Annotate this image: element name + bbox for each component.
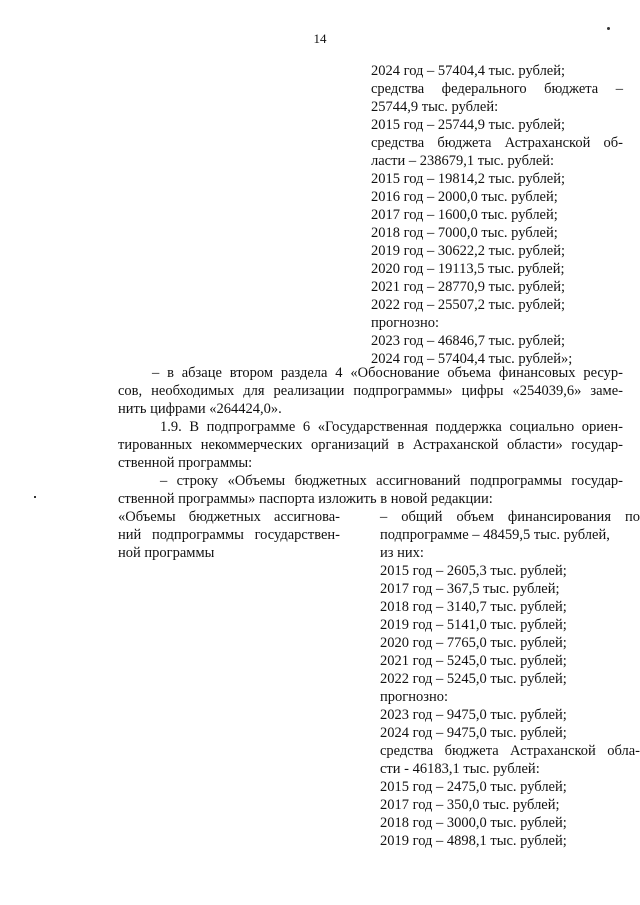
amendment-paragraphs <box>118 364 623 508</box>
text-line: средства федерального бюджета – <box>371 81 623 97</box>
text-line: прогнозно: <box>371 315 439 331</box>
paragraph-line: нить цифрами «264424,0». <box>118 401 282 417</box>
text-line: 2024 год – 57404,4 тыс. рублей»; <box>371 351 573 367</box>
text-line: прогнозно: <box>380 689 448 705</box>
text-line: 2018 год – 3000,0 тыс. рублей; <box>380 815 567 831</box>
paragraph-line: ственной программы: <box>118 455 253 471</box>
text-line: 2018 год – 3140,7 тыс. рублей; <box>380 599 567 615</box>
text-line: – общий объем финансирования по <box>380 509 640 525</box>
text-line: 2021 год – 5245,0 тыс. рублей; <box>380 653 567 669</box>
text-line: 2020 год – 19113,5 тыс. рублей; <box>371 261 565 277</box>
text-line: ласти – 238679,1 тыс. рублей: <box>371 153 555 169</box>
text-line: 2023 год – 9475,0 тыс. рублей; <box>380 707 567 723</box>
text-line: 2017 год – 1600,0 тыс. рублей; <box>371 207 558 223</box>
text-line: из них: <box>380 545 424 561</box>
text-line: 2015 год – 19814,2 тыс. рублей; <box>371 171 566 187</box>
text-line: средства бюджета Астраханской обла- <box>380 743 640 759</box>
text-line: 2017 год – 350,0 тыс. рублей; <box>380 797 560 813</box>
paragraph-line: – в абзаце втором раздела 4 «Обоснование объема финансовых ресур- <box>152 365 623 381</box>
text-line: 2024 год – 9475,0 тыс. рублей; <box>380 725 567 741</box>
text-line: ний подпрограммы государствен- <box>118 527 340 543</box>
text-line: 2022 год – 5245,0 тыс. рублей; <box>380 671 567 687</box>
text-line: сти - 46183,1 тыс. рублей: <box>380 761 540 777</box>
funding-list-continued <box>371 62 623 368</box>
scan-speck <box>34 496 36 498</box>
text-line: 2019 год – 5141,0 тыс. рублей; <box>380 617 567 633</box>
paragraph-line: сов, необходимых для реализации подпрограммы» цифры «254039,6» заме- <box>118 383 623 399</box>
scan-speck <box>607 27 610 30</box>
row-value-cell <box>380 508 640 850</box>
text-line: 2019 год – 30622,2 тыс. рублей; <box>371 243 566 259</box>
paragraph-line: 1.9. В подпрограмме 6 «Государственная поддержка социально ориен- <box>160 419 623 435</box>
text-line: 2020 год – 7765,0 тыс. рублей; <box>380 635 567 651</box>
text-line: 2015 год – 25744,9 тыс. рублей; <box>371 117 566 133</box>
text-line: 25744,9 тыс. рублей: <box>371 99 499 115</box>
paragraph-line: – строку «Объемы бюджетных ассигнований подпрограммы государ- <box>160 473 623 489</box>
text-line: ной программы <box>118 545 215 561</box>
text-line: 2015 год – 2605,3 тыс. рублей; <box>380 563 567 579</box>
text-line: 2019 год – 4898,1 тыс. рублей; <box>380 833 567 849</box>
text-line: 2023 год – 46846,7 тыс. рублей; <box>371 333 566 349</box>
text-line: 2015 год – 2475,0 тыс. рублей; <box>380 779 567 795</box>
paragraph-line: ственной программы» паспорта изложить в новой редакции: <box>118 491 493 507</box>
text-line: подпрограмме – 48459,5 тыс. рублей, <box>380 527 610 543</box>
paragraph-line: тированных некоммерческих организаций в Астраханской области» государ- <box>118 437 623 453</box>
text-line: 2021 год – 28770,9 тыс. рублей; <box>371 279 566 295</box>
text-line: 2016 год – 2000,0 тыс. рублей; <box>371 189 558 205</box>
text-line: 2024 год – 57404,4 тыс. рублей; <box>371 63 566 79</box>
page-number: 14 <box>313 31 327 46</box>
text-line: 2018 год – 7000,0 тыс. рублей; <box>371 225 558 241</box>
row-label-cell <box>118 508 340 562</box>
text-line: «Объемы бюджетных ассигнова- <box>118 509 340 525</box>
text-line: 2022 год – 25507,2 тыс. рублей; <box>371 297 566 313</box>
text-line: 2017 год – 367,5 тыс. рублей; <box>380 581 560 597</box>
text-line: средства бюджета Астраханской об- <box>371 135 623 151</box>
